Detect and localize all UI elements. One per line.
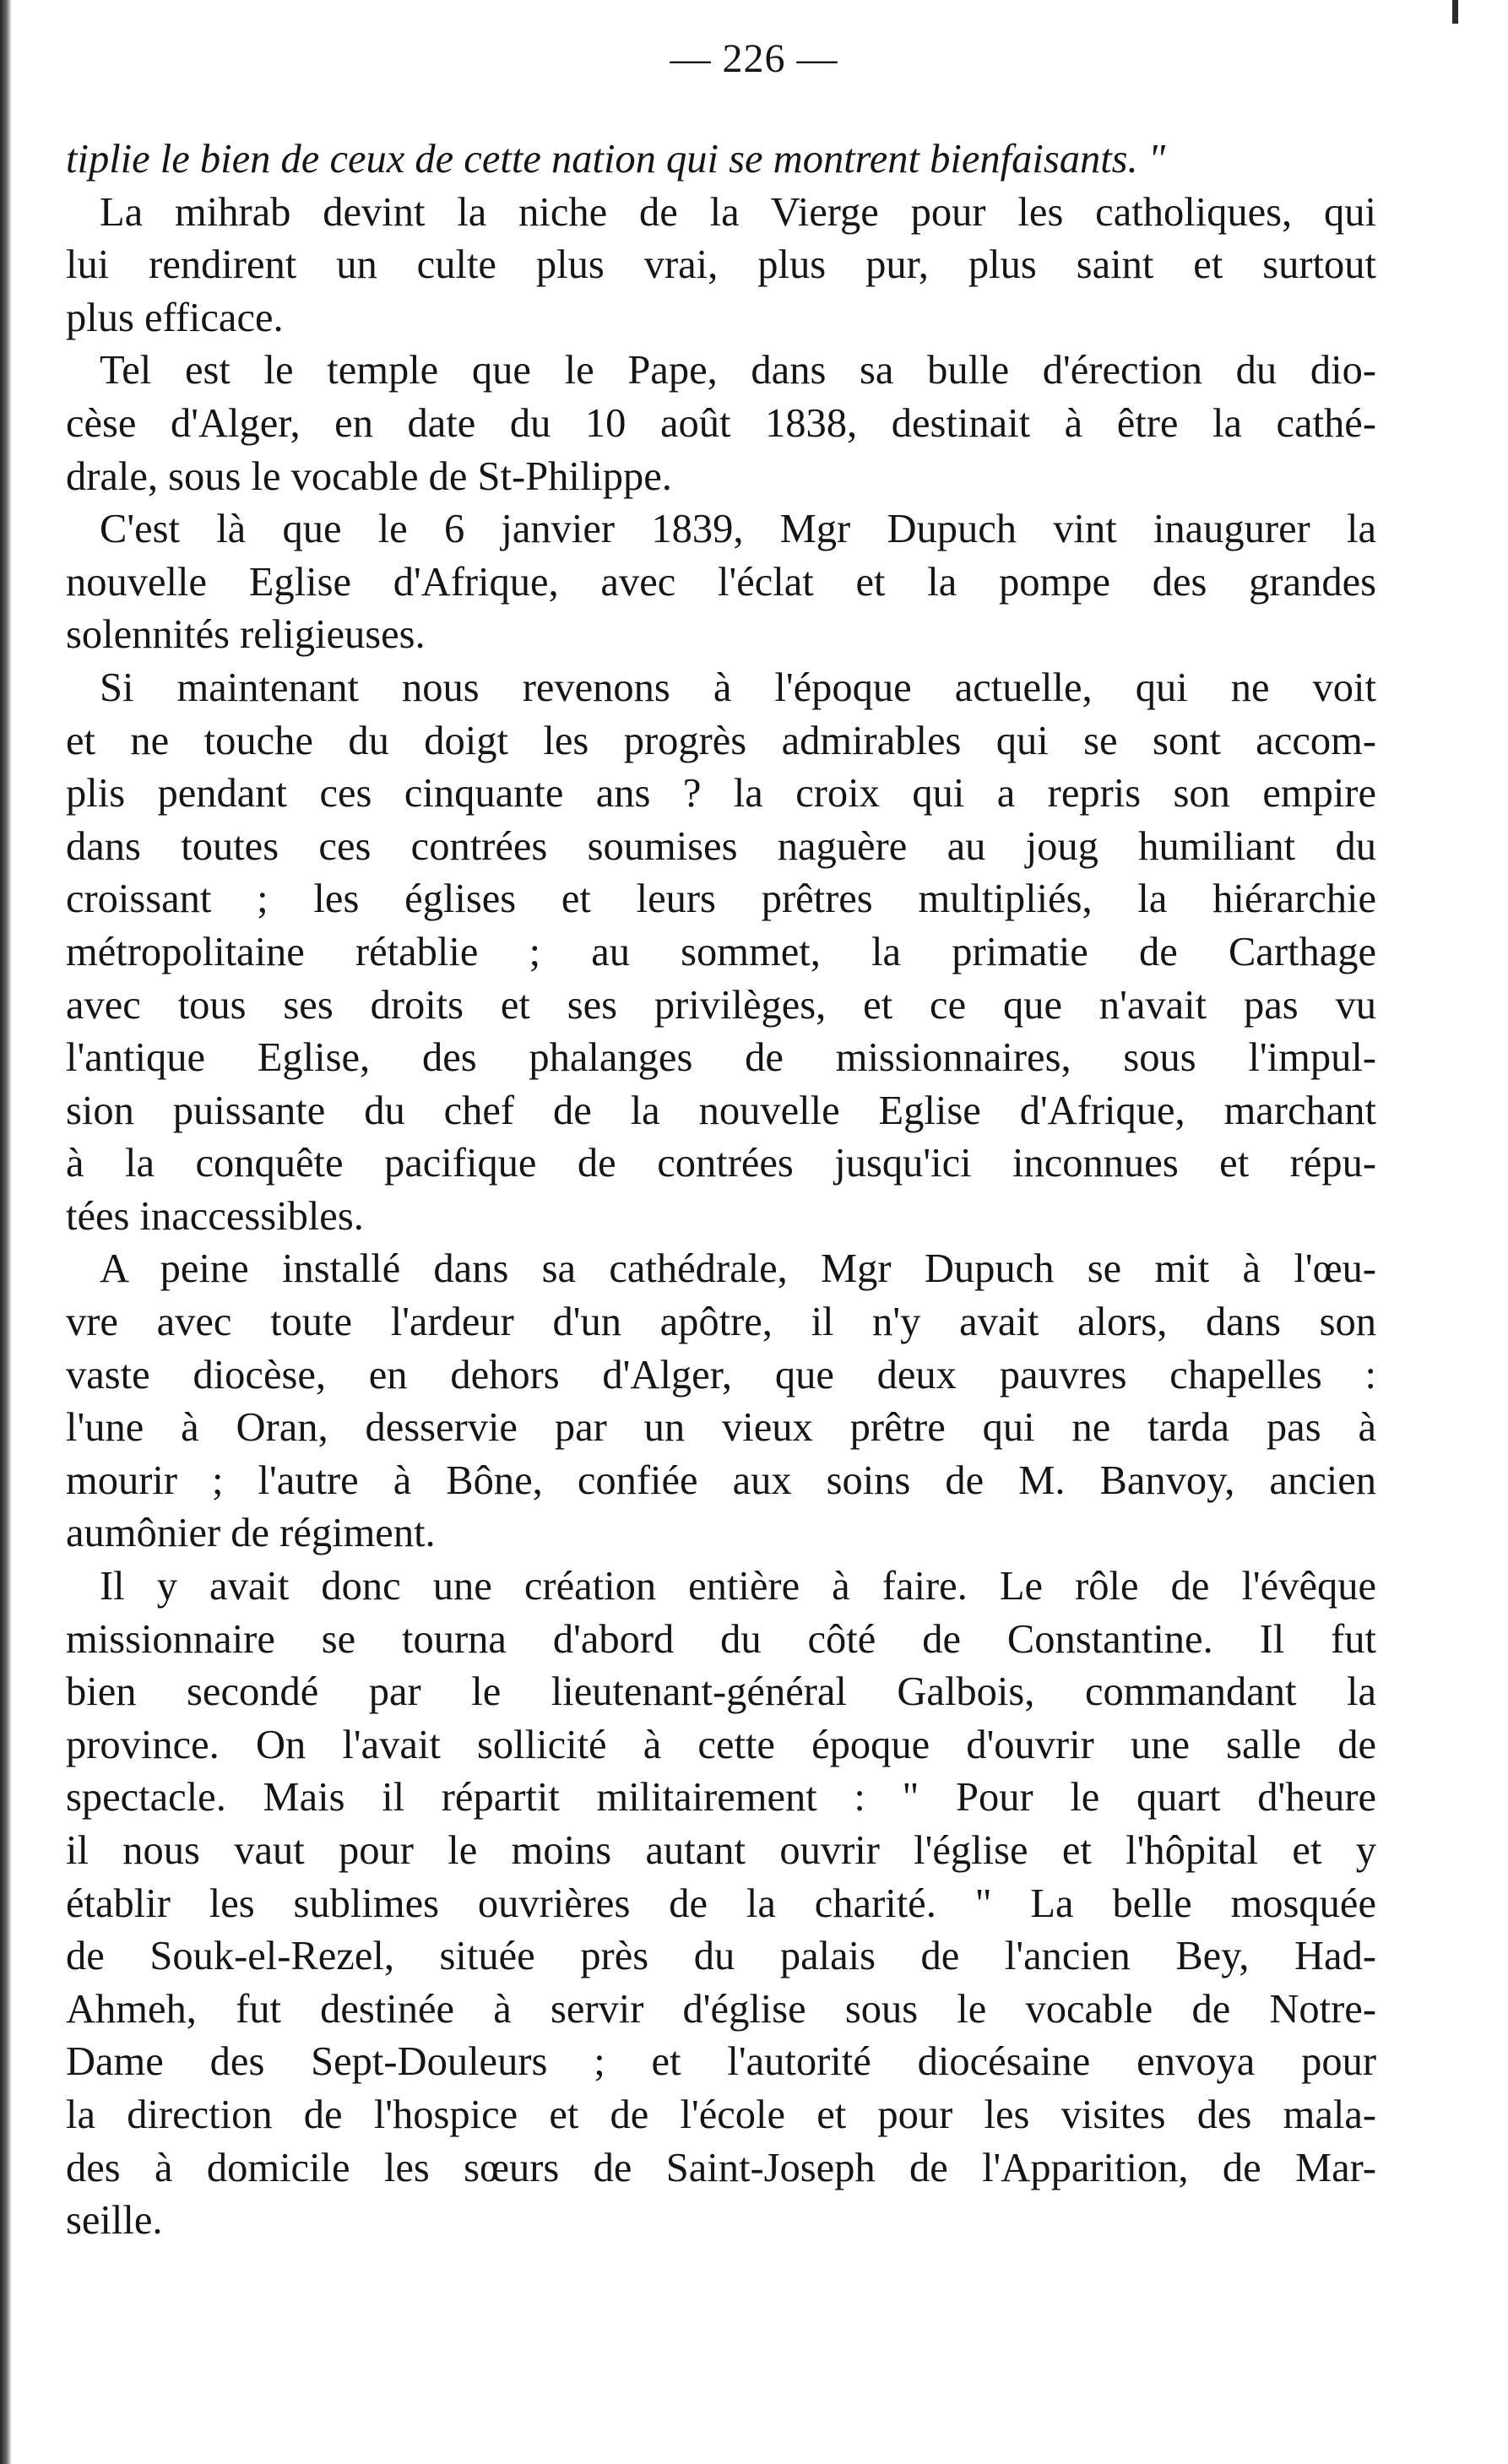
text-line: missionnaire se tourna d'abord du côté de Constantine. Il fut (66, 1616, 1376, 1662)
text-line: Si maintenant nous revenons à l'époque actuelle, qui ne voit (100, 665, 1376, 710)
text-line: seille. (66, 2198, 163, 2244)
text-line: croissant ; les églises et leurs prêtres multipliés, la hiérarchie (66, 877, 1376, 922)
text-line: sion puissante du chef de la nouvelle Eglise d'Afrique, marchant (66, 1088, 1376, 1133)
body-text (66, 133, 1376, 2248)
text-line: province. On l'avait sollicité à cette époque d'ouvrir une salle de (66, 1722, 1376, 1767)
text-line: spectacle. Mais il répartit militairement : " Pour le quart d'heure (66, 1775, 1376, 1821)
text-line: mourir ; l'autre à Bône, confiée aux soins de M. Banvoy, ancien (66, 1457, 1376, 1503)
text-line: métropolitaine rétablie ; au sommet, la primatie de Carthage (66, 929, 1376, 974)
text-line: drale, sous le vocable de St-Philippe. (66, 453, 672, 499)
scan-edge-mark (1452, 0, 1458, 24)
text-line: tiplie le bien de ceux de cette nation qui se montrent bienfaisants. " (66, 137, 1166, 182)
text-line: Ahmeh, fut destinée à servir d'église sous le vocable de Notre- (66, 1986, 1376, 2032)
text-line: plis pendant ces cinquante ans ? la croix qui a repris son empire (66, 771, 1376, 817)
text-line: La mihrab devint la niche de la Vierge pour les catholiques, qui (100, 189, 1376, 235)
text-line: lui rendirent un culte plus vrai, plus pur, plus saint et surtout (66, 242, 1376, 288)
text-line: de Souk-el-Rezel, située près du palais de l'ancien Bey, Had- (66, 1934, 1376, 1979)
text-line: avec tous ses droits et ses privilèges, et ce que n'avait pas vu (66, 982, 1376, 1028)
text-line: à la conquête pacifique de contrées jusqu'ici inconnues et répu- (66, 1141, 1376, 1186)
text-line: la direction de l'hospice et de l'école et pour les visites des mala- (66, 2092, 1376, 2137)
text-line: des à domicile les sœurs de Saint-Joseph de l'Apparition, de Mar- (66, 2145, 1376, 2190)
text-line: vaste diocèse, en dehors d'Alger, que deux pauvres chapelles : (66, 1352, 1376, 1398)
text-line: tées inaccessibles. (66, 1193, 364, 1239)
text-line: établir les sublimes ouvrières de la charité. " La belle mosquée (66, 1881, 1376, 1926)
text-line: plus efficace. (66, 295, 284, 340)
text-line: bien secondé par le lieutenant-général Galbois, commandant la (66, 1669, 1376, 1715)
text-line: l'antique Eglise, des phalanges de missionnaires, sous l'impul- (66, 1035, 1376, 1081)
text-line: et ne touche du doigt les progrès admirables qui se sont accom- (66, 718, 1376, 763)
text-line: dans toutes ces contrées soumises naguère au joug humiliant du (66, 823, 1376, 869)
text-line: Il y avait donc une création entière à faire. Le rôle de l'évêque (100, 1564, 1376, 1609)
text-line: Dame des Sept-Douleurs ; et l'autorité diocésaine envoya pour (66, 2039, 1376, 2085)
text-line: cèse d'Alger, en date du 10 août 1838, destinait à être la cathé- (66, 400, 1376, 446)
text-line: il nous vaut pour le moins autant ouvrir l'église et l'hôpital et y (66, 1828, 1376, 1873)
text-line: nouvelle Eglise d'Afrique, avec l'éclat et la pompe des grandes (66, 559, 1376, 605)
text-line: vre avec toute l'ardeur d'un apôtre, il n'y avait alors, dans son (66, 1300, 1376, 1345)
page-binding-shadow (0, 0, 12, 2464)
text-line: aumônier de régiment. (66, 1511, 436, 1556)
text-line: A peine installé dans sa cathédrale, Mgr Dupuch se mit à l'œu- (100, 1246, 1376, 1292)
text-line: solennités religieuses. (66, 612, 426, 658)
page-number: — 226 — (670, 36, 838, 81)
text-line: C'est là que le 6 janvier 1839, Mgr Dupuch vint inaugurer la (100, 507, 1376, 552)
text-line: l'une à Oran, desservie par un vieux prêtre qui ne tarda pas à (66, 1405, 1376, 1451)
text-line: Tel est le temple que le Pape, dans sa bulle d'érection du dio- (100, 348, 1376, 393)
